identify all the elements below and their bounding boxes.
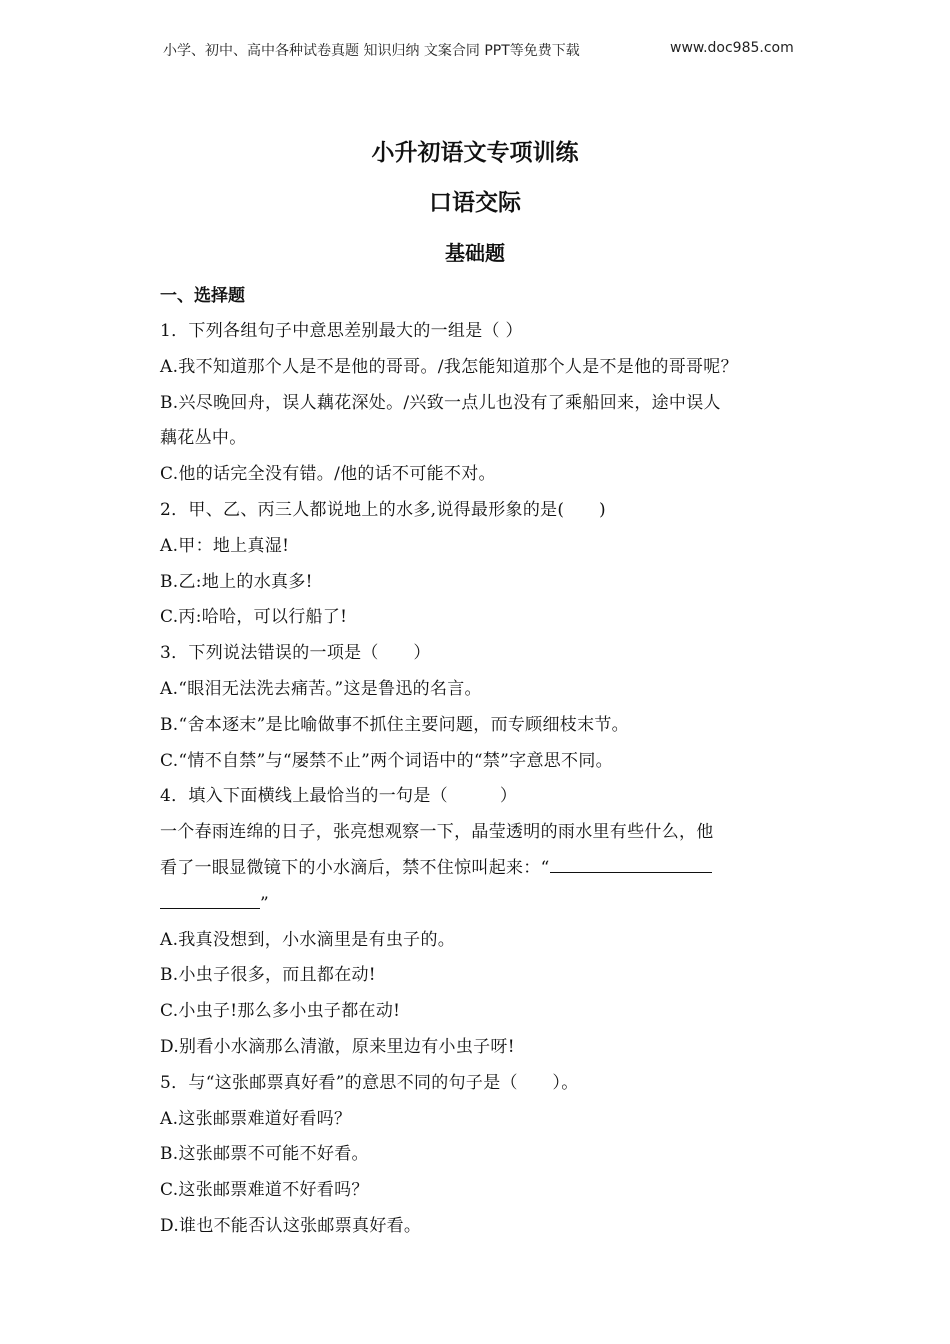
question-4-passage-line-3 <box>160 887 792 923</box>
page-title: 小升初语文专项训练 <box>371 140 579 166</box>
title-block <box>0 128 950 278</box>
question-4-passage-line-1: 一个春雨连绵的日子，张亮想观察一下，晶莹透明的雨水里有些什么，他 <box>160 822 714 843</box>
question-4-option-d: D.别看小水滴那么清澈，原来里边有小虫子呀! <box>160 1036 515 1057</box>
question-3-option-b: B.“舍本逐末”是比喻做事不抓住主要问题，而专顾细枝末节。 <box>160 714 629 735</box>
question-5-stem: 5．与“这张邮票真好看”的意思不同的句子是（ ）。 <box>160 1072 579 1093</box>
question-2-option-b: B.乙:地上的水真多! <box>160 571 313 592</box>
question-5-option-a: A.这张邮票难道好看吗？ <box>160 1108 352 1129</box>
question-4-option-c: C.小虫子!那么多小虫子都在动! <box>160 1001 401 1022</box>
question-4-stem: 4．填入下面横线上最恰当的一句是（ ） <box>160 786 518 807</box>
question-5-option-b: B.这张邮票不可能不好看。 <box>160 1144 369 1165</box>
header-site: www.doc985.com <box>670 40 794 56</box>
question-2-option-a: A.甲：地上真湿! <box>160 535 290 556</box>
question-2-option-c: C.丙:哈哈，可以行船了! <box>160 607 348 628</box>
question-4-passage-line-2 <box>160 851 792 887</box>
question-4-option-a: A.我真没想到，小水滴里是有虫子的。 <box>160 929 456 950</box>
question-3-option-a: A.“眼泪无法洗去痛苦。”这是鲁迅的名言。 <box>160 678 482 699</box>
topic-title: 口语交际 <box>429 190 521 216</box>
question-4-passage-text: 看了一眼显微镜下的小水滴后，禁不住惊叫起来：“ <box>160 857 550 878</box>
question-4-option-b: B.小虫子很多，而且都在动! <box>160 965 376 986</box>
question-1-option-b: B.兴尽晚回舟，误人藕花深处。/兴致一点儿也没有了乘船回来，途中误人 <box>160 392 721 413</box>
question-3-stem: 3．下列说法错误的一项是（ ） <box>160 643 431 664</box>
answer-blank-line-cont <box>160 890 260 909</box>
question-content <box>160 278 792 1245</box>
question-5-option-c: C.这张邮票难道不好看吗？ <box>160 1180 369 1201</box>
question-2-stem: 2．甲、乙、丙三人都说地上的水多,说得最形象的是( ) <box>160 499 606 520</box>
section-heading: 一、选择题 <box>160 286 245 306</box>
level-title: 基础题 <box>445 241 505 265</box>
header-slogan: 小学、初中、高中各种试卷真题 知识归纳 文案合同 PPT等免费下载 <box>163 43 580 59</box>
question-1-option-a: A.我不知道那个人是不是他的哥哥。/我怎能知道那个人是不是他的哥哥呢？ <box>160 356 738 377</box>
question-5-option-d: D.谁也不能否认这张邮票真好看。 <box>160 1215 422 1236</box>
question-1-option-c: C.他的话完全没有错。/他的话不可能不对。 <box>160 464 496 485</box>
answer-blank-line <box>550 854 712 873</box>
question-1-option-b-cont: 藕花丛中。 <box>160 428 247 449</box>
question-1-stem: 1．下列各组句子中意思差别最大的一组是（ ） <box>160 321 523 341</box>
question-3-option-c: C.“情不自禁”与“屡禁不止”两个词语中的“禁”字意思不同。 <box>160 750 613 771</box>
closing-quote: ” <box>260 893 269 914</box>
